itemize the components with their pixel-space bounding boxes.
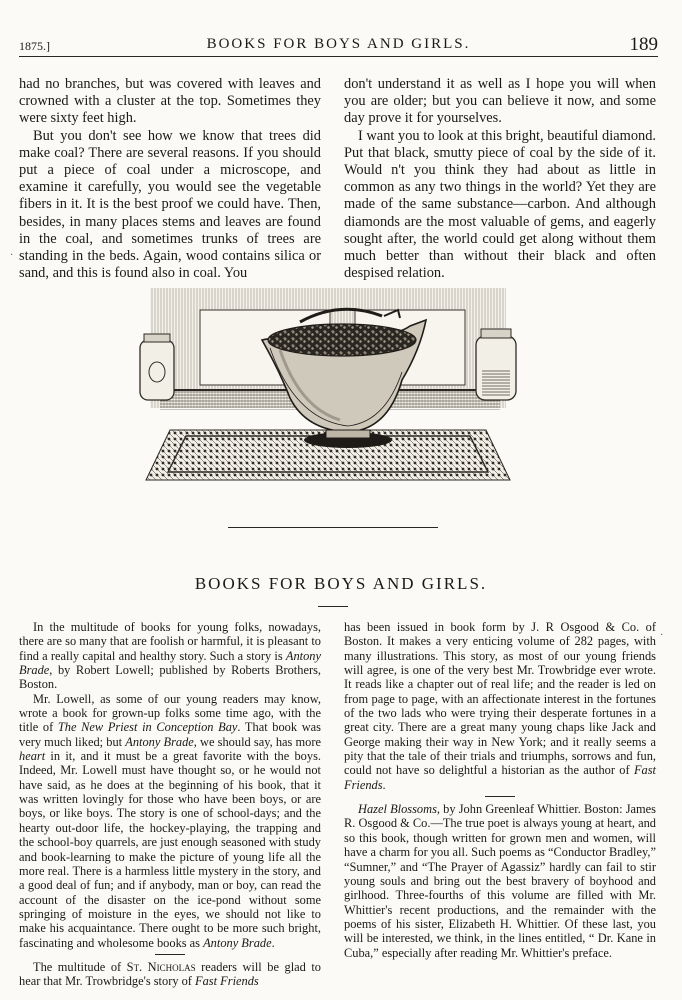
upper-right-column bbox=[344, 76, 656, 282]
upper-left-column bbox=[19, 76, 321, 282]
paragraph: Hazel Blossoms, by John Greenleaf Whittier. Boston: James R. Osgood & Co.—The true poet is always young at heart, and so this book, though written for grown men and women, will have a charm for you all. Such poems as “Conductor Bradley,” “Sumner,” and “The Prayer of Agassiz” hardly can fail to stir young souls and bring out the best bravery of boyhood and girlhood. Three-fourths of this volume are filled with Mr. Whittier's recent productions, and the remainder with the poems of his sister, Elizabeth H. Whittier. Of these last, you will be interested, we think, in the lines entitled, “ Dr. Kane in Cuba,” especially after reading Mr. Whittier's preface. bbox=[344, 802, 656, 960]
paragraph: don't understand it as well as I hope you will when you are older; but you can believe it now, and some day prove it for yourselves. bbox=[344, 76, 656, 127]
right-jar bbox=[476, 329, 516, 400]
header-title: BOOKS FOR BOYS AND GIRLS. bbox=[206, 36, 471, 52]
article-title: BOOKS FOR BOYS AND GIRLS. bbox=[194, 574, 488, 593]
lower-left-column bbox=[19, 620, 321, 989]
header-year: 1875.] bbox=[19, 39, 50, 53]
paragraph: The multitude of St. Nicholas readers will be glad to hear that Mr. Trowbridge's story of Fast Friends bbox=[19, 959, 321, 989]
paragraph-divider bbox=[155, 954, 185, 955]
paragraph: In the multitude of books for young folks, nowadays, there are so many that are foolish or harmful, it is pleasant to find a really capital and healthy story. Such a story is Antony Brade, by Robert Lowell; published by Roberts Brothers, Boston. bbox=[19, 620, 321, 692]
paragraph: has been issued in book form by J. R Osgood & Co. of Boston. It makes a very enticing volume of 282 pages, with many illustrations. This story, as most of our young friends will agree, is one of the very best Mr. Trowbridge ever wrote. It reads like a chapter out of real life; and the reader is led on from page to page, with an affectionate interest in the fortunes of the two lads who were trying their desperate fortunes in a great city. There are a great many young chaps like Jack and George making their way in New York; and it really seems a pity that the tale of their trials and triumphs, sorrows and fun, could not have so delightful a historian as the author of Fast Friends. bbox=[344, 620, 656, 792]
stray-mark: · bbox=[660, 630, 664, 641]
lower-right-column bbox=[344, 620, 656, 960]
paragraph: Mr. Lowell, as some of our young readers may know, wrote a book for grown-up folks some time ago, with the title of The New Priest in Conception Bay. That book was very much liked; but Antony Brade, we should say, has more heart in it, and it must be a great favorite with the boys. Indeed, Mr. Lowell must have thought so, or he would not have said, as he does at the beginning of his book, that it was written lovingly for those who have been boys, or are boys, or like boys. The story is one of school-days; and the hearty out-door life, the hockey-playing, the trapping and the school-boy quarrels, are just enough seasoned with study and book-learning to make the picture of young life all the more real. There is a harmless little mystery in the story, and a good deal of fun; and if anybody, man or boy, can read the account of the disaster on the ice-pond without some springing of moisture in the eyes, we should not like to make his acquaintance. There ought to be more such bright, fascinating and wholesome books as Antony Brade. bbox=[19, 691, 321, 950]
page-number: 189 bbox=[629, 34, 658, 55]
title-rule bbox=[318, 606, 348, 607]
stray-mark: · bbox=[10, 250, 14, 261]
paragraph: I want you to look at this bright, beautiful diamond. Put that black, smutty piece of coal by the side of it. Would n't you think they had about as little in common as any two things in the world? Yet they are made of the same substance—carbon. And although diamonds are the most valuable of gems, and eagerly sought after, the world could get along without them much better than without their black and often despised relation. bbox=[344, 127, 656, 282]
running-head bbox=[19, 34, 658, 57]
left-jar bbox=[140, 334, 174, 400]
paragraph: had no branches, but was covered with leaves and crowned with a cluster at the top. Sometimes they were sixty feet high. bbox=[19, 76, 321, 127]
paragraph-divider bbox=[485, 796, 515, 797]
coal-scuttle-engraving bbox=[130, 280, 526, 492]
paragraph: But you don't see how we know that trees did make coal? There are several reasons. If you should put a piece of coal under a microscope, and examine it carefully, you would see the vegetable fibers in it. It is the best proof we could have. Then, besides, in many places stems and leaves are found in the coal, and sometimes trunks of trees are standing in the beds. Again, wood contains silica or sand, and this is found also in coal. You bbox=[19, 127, 321, 282]
section-divider bbox=[228, 527, 438, 528]
